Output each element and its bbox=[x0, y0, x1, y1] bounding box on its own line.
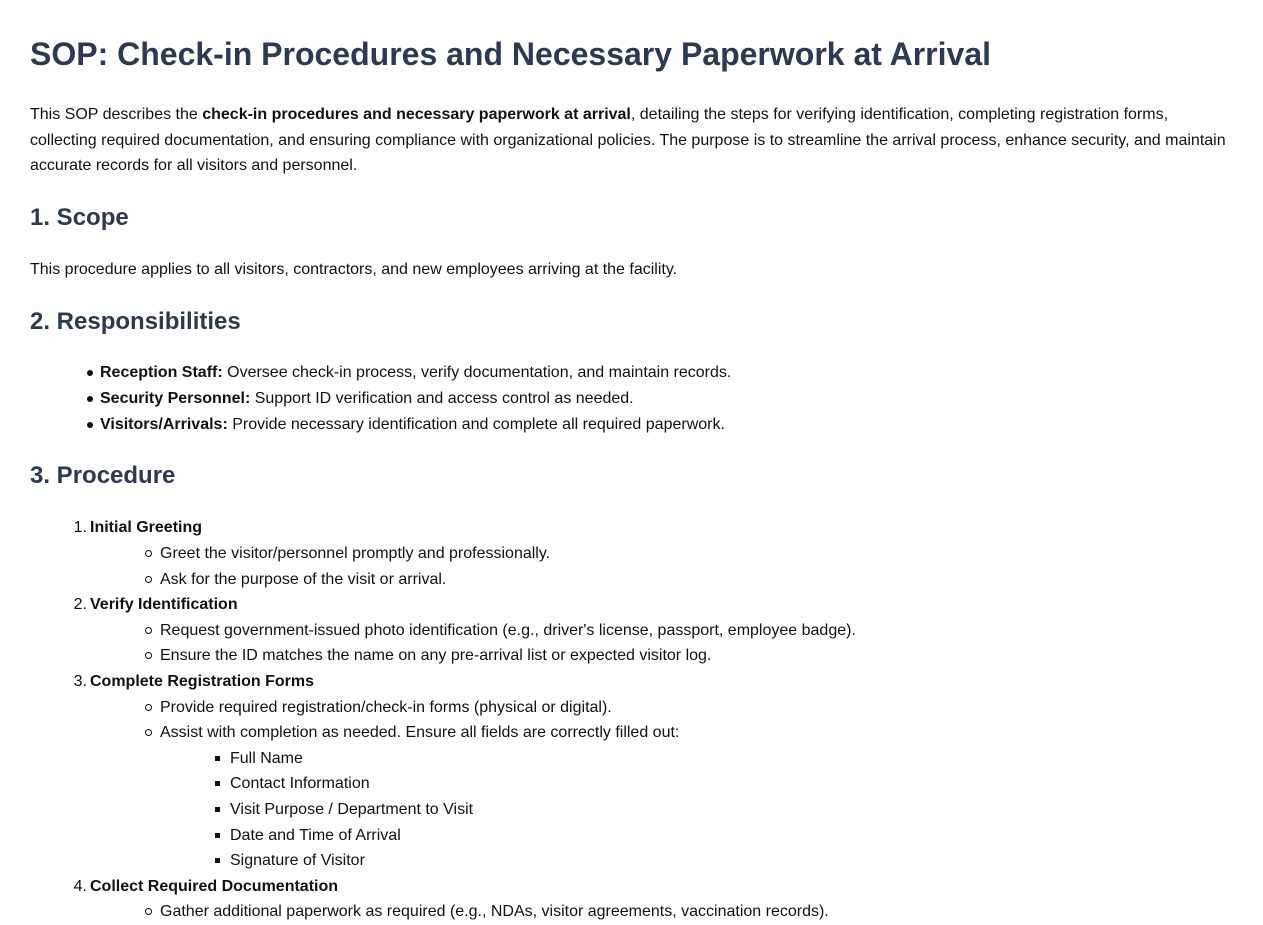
page-title: SOP: Check-in Procedures and Necessary Paperwork at Arrival bbox=[30, 36, 991, 72]
procedure-heading: 3. Procedure bbox=[30, 462, 176, 489]
step-title: Collect Required Documentation bbox=[90, 878, 339, 895]
scope-text: This procedure applies to all visitors, contractors, and new employees arriving at the facility. bbox=[30, 261, 678, 278]
step-item: Ask for the purpose of the visit or arrival. bbox=[160, 567, 446, 593]
step-item: Gather additional paperwork as required (e.g., NDAs, visitor agreements, vaccination records). bbox=[160, 899, 829, 925]
intro-text-end: , detailing the steps for verifying identification, completing registration forms, collecting required documentation, and ensuring compliance with organizational policies. The purpose is to streamline the arrival process, enhance security, and maintain accurate records for all visitors and personnel. bbox=[30, 106, 1226, 175]
responsibility-text: Oversee check-in process, verify documentation, and maintain records. bbox=[222, 364, 732, 381]
responsibility-item bbox=[100, 412, 725, 438]
step-number: 4. bbox=[73, 878, 87, 895]
form-field-item: Contact Information bbox=[230, 771, 370, 797]
intro-bold-phrase: check-in procedures and necessary paperwork at arrival bbox=[202, 106, 631, 123]
responsibility-role: Security Personnel: bbox=[100, 390, 251, 407]
form-field-item: Full Name bbox=[230, 746, 303, 772]
step-number: 1. bbox=[73, 519, 87, 536]
responsibility-item bbox=[100, 386, 634, 412]
step-item: Greet the visitor/personnel promptly and professionally. bbox=[160, 541, 550, 567]
step-number: 3. bbox=[73, 673, 87, 690]
step-number: 2. bbox=[73, 596, 87, 613]
step-item: Assist with completion as needed. Ensure all fields are correctly filled out: bbox=[160, 720, 679, 746]
responsibility-item bbox=[100, 360, 731, 386]
intro-text-start: This SOP describes the bbox=[30, 106, 203, 123]
step-title: Complete Registration Forms bbox=[90, 673, 315, 690]
scope-heading: 1. Scope bbox=[30, 204, 129, 231]
intro-paragraph bbox=[30, 102, 1235, 179]
step-title: Verify Identification bbox=[90, 596, 238, 613]
responsibilities-heading: 2. Responsibilities bbox=[30, 308, 241, 335]
responsibility-text: Provide necessary identification and complete all required paperwork. bbox=[227, 416, 725, 433]
step-item: Provide required registration/check-in forms (physical or digital). bbox=[160, 695, 612, 721]
step-item: Ensure the ID matches the name on any pre-arrival list or expected visitor log. bbox=[160, 643, 711, 669]
step-item: Request government-issued photo identification (e.g., driver's license, passport, employee badge). bbox=[160, 618, 856, 644]
form-field-item: Date and Time of Arrival bbox=[230, 823, 401, 849]
responsibility-role: Reception Staff: bbox=[100, 364, 223, 381]
responsibility-role: Visitors/Arrivals: bbox=[100, 416, 228, 433]
form-field-item: Visit Purpose / Department to Visit bbox=[230, 797, 473, 823]
step-title: Initial Greeting bbox=[90, 519, 203, 536]
form-field-item: Signature of Visitor bbox=[230, 848, 365, 874]
responsibility-text: Support ID verification and access control as needed. bbox=[250, 390, 634, 407]
